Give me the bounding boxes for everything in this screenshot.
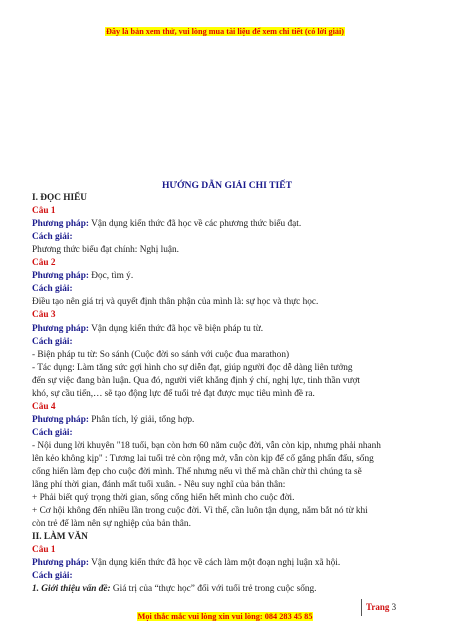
question-3-label: Câu 3 [32,310,56,321]
intro-label: 1. Giới thiệu vấn đề: [32,584,111,595]
question-3-line: khó, sự cầu tiến,… sẽ tạo động lực để tuổi trẻ đạt được mục tiêu mình đề ra. [32,388,315,399]
question-1-solution-label: Cách giải: [32,232,73,243]
section-heading-writing: II. LÀM VĂN [32,532,88,543]
method-text: Đọc, tìm ý. [88,271,134,282]
intro-text: Giá trị của “thực học” đối với tuổi trẻ trong cuộc sống. [110,584,317,595]
writing-question-1-method [32,557,422,570]
preview-banner: Đây là bản xem thử, vui lòng mua tài liệu để xem chi tiết (có lời giải) [105,27,344,36]
question-4-line: cống hiến làm đẹp cho cuộc đời mình. Thế nhưng nếu vì thế mà chần chừ thì chúng ta sẽ [32,467,362,478]
page-word: Trang [366,602,390,612]
method-text: Vận dụng kiến thức đã học về các phương thức biểu đạt. [88,219,302,230]
contact-footer [0,612,450,621]
question-1-answer: Phương thức biểu đạt chính: Nghị luận. [32,245,179,256]
question-4-solution-label: Cách giải: [32,427,73,438]
writing-question-1-solution-label: Cách giải: [32,571,73,582]
method-label: Phương pháp: [32,414,89,425]
method-text: Vận dụng kiến thức đã học về biện pháp tu từ. [88,323,264,334]
method-label: Phương pháp: [32,219,89,230]
question-3-line: - Tác dụng: Làm tăng sức gợi hình cho sự diễn đạt, giúp người đọc dễ dàng liên tưởng [32,362,353,373]
method-label: Phương pháp: [32,323,89,334]
writing-intro [32,583,422,596]
question-4-line: còn trẻ để làm nên sự nghiệp của bản thân. [32,519,191,530]
section-heading-reading: I. ĐỌC HIỂU [32,193,88,204]
question-2-label: Câu 2 [32,258,56,269]
question-4-line: + Phải biết quý trọng thời gian, sống cống hiến hết mình cho cuộc đời. [32,493,295,504]
question-1-method [32,218,422,231]
question-2-solution-label: Cách giải: [32,284,73,295]
question-3-line: - Biện pháp tu từ: So sánh (Cuộc đời so sánh với cuộc đua marathon) [32,349,290,360]
question-1-label: Câu 1 [32,206,56,217]
question-2-method [32,270,422,283]
method-label: Phương pháp: [32,271,89,282]
writing-question-1-label: Câu 1 [32,545,56,556]
question-4-line: lãng phí thời gian, đánh mất tuổi xuân. - Nêu suy nghĩ của bản thân: [32,480,286,491]
contact-footer-text: Mọi thắc mắc vui lòng xin vui lòng: 084 283 45 85 [137,612,313,621]
question-3-line: đến sự việc đang bàn luận. Qua đó, người viết khẳng định ý chí, nghị lực, tinh thần vượt [32,375,360,386]
document-body [32,179,422,597]
method-text: Vận dụng kiến thức đã học về cách làm một đoạn nghị luận xã hội. [88,558,341,569]
question-4-line: lên kẻo không kịp" : Tương lai tuổi trẻ còn rộng mở, vẫn còn kịp để cố gắng phấn đấu, sống [32,453,374,464]
question-4-line: - Nội dung lời khuyên "18 tuổi, bạn còn hơn 60 năm cuộc đời, vẫn còn kịp, nhưng phải nhanh [32,440,381,451]
question-4-line: + Cơ hội không đến nhiều lần trong cuộc đời. Vì thế, cần luôn tận dụng, nắm bắt nó từ khi [32,506,368,517]
method-text: Phân tích, lý giải, tổng hợp. [88,414,195,425]
question-2-answer: Điều tạo nên giá trị và quyết định thân phận của mình là: sự học và thực học. [32,297,319,308]
question-4-label: Câu 4 [32,401,56,412]
method-label: Phương pháp: [32,558,89,569]
page-title: HƯỚNG DẪN GIẢI CHI TIẾT [161,180,293,191]
page-number-value: 3 [391,602,397,612]
question-3-solution-label: Cách giải: [32,336,73,347]
question-4-method [32,414,422,427]
question-3-method [32,323,422,336]
